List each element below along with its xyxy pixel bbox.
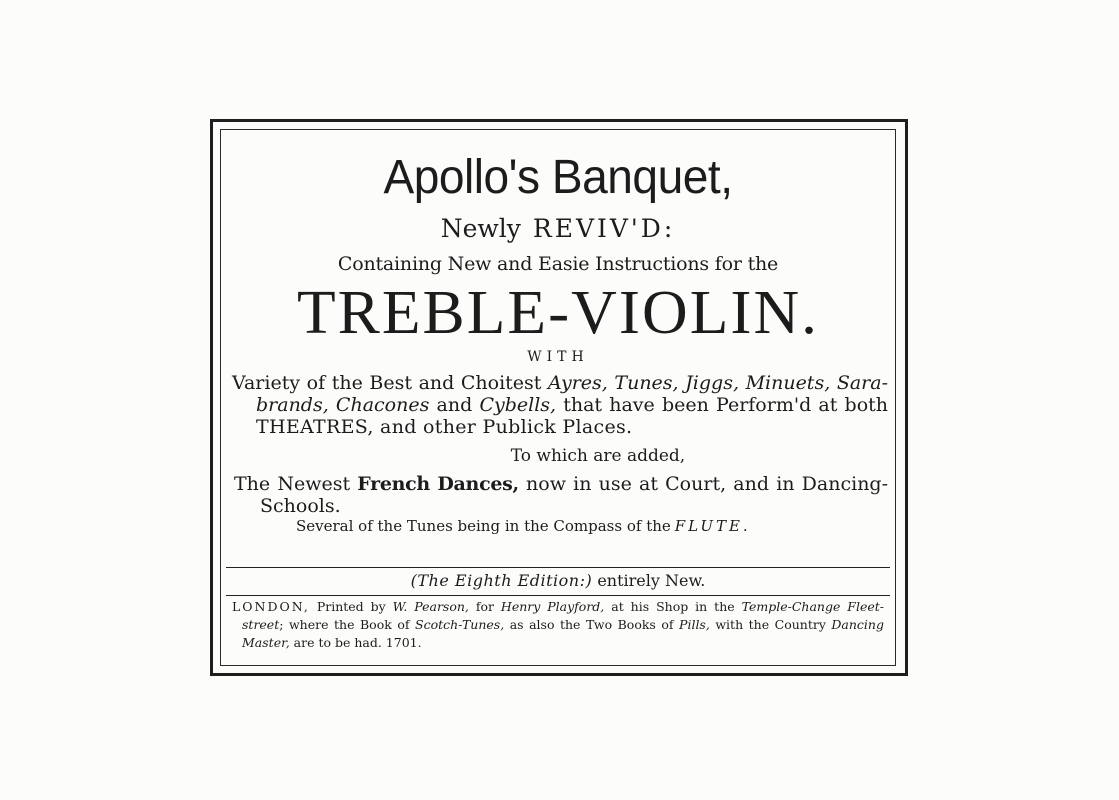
variety-line-2: [232, 394, 888, 416]
newest-line-1: [234, 473, 888, 495]
subtitle: [226, 216, 890, 241]
newest-text: now in use at Court, and in Dancing-: [518, 473, 889, 495]
instruction-line: Containing New and Easie Instructions for the: [337, 253, 779, 275]
variety-line-1: [232, 372, 888, 394]
edition-text: entirely New.: [592, 571, 706, 590]
newest-paragraph: [226, 473, 890, 517]
imprint-text: for: [468, 599, 501, 614]
subtitle-caps: REVIV'D:: [532, 214, 676, 243]
newest-blackletter: French Dances,: [357, 473, 519, 495]
imprint-text: are to be had. 1701.: [289, 635, 422, 650]
imprint-italic: Temple-Change Fleet-: [741, 599, 885, 614]
flute-word: FLUTE.: [674, 517, 751, 535]
variety-text: that have been Perform'd at both: [556, 394, 889, 416]
book-title: Apollo's Banquet,: [383, 151, 733, 204]
newest-text: The Newest: [234, 473, 358, 495]
imprint-text: with the Country: [709, 617, 832, 632]
imprint-italic: Pills,: [679, 617, 710, 632]
variety-paragraph: [226, 372, 890, 438]
edition-italic: (The Eighth Edition:): [410, 571, 593, 590]
imprint-line-2: [232, 616, 884, 634]
variety-text: Variety of the Best and Choitest: [232, 372, 549, 394]
imprint-italic: Scotch-Tunes,: [415, 617, 505, 632]
variety-italic: brands, Chacones: [256, 394, 430, 416]
imprint-london: LONDON,: [232, 599, 310, 614]
imprint-text: Printed by: [309, 599, 393, 614]
imprint-text: as also the Two Books of: [504, 617, 680, 632]
imprint: [232, 598, 884, 652]
variety-italic: Cybells,: [479, 394, 557, 416]
imprint-italic: Dancing: [831, 617, 884, 632]
imprint-italic: W. Pearson,: [392, 599, 469, 614]
variety-text: and: [429, 394, 480, 416]
imprint-italic: Master,: [242, 635, 290, 650]
divider-rule: [226, 595, 890, 596]
divider-rule: [226, 567, 890, 568]
variety-italic: Ayres, Tunes, Jiggs, Minuets, Sara-: [548, 372, 888, 394]
added-line: To which are added,: [510, 446, 686, 466]
imprint-text: at his Shop in the: [604, 599, 742, 614]
flute-note: [226, 519, 890, 534]
imprint-line-1: [232, 598, 884, 616]
variety-line-3: THEATRES, and other Publick Places.: [256, 416, 633, 438]
imprint-text: ; where the Book of: [279, 617, 415, 632]
flute-note-text: Several of the Tunes being in the Compass of the: [296, 517, 671, 535]
imprint-italic: street: [242, 617, 280, 632]
main-title: TREBLE-VIOLIN.: [296, 279, 820, 347]
newest-line-2: Schools.: [260, 495, 341, 517]
imprint-italic: Henry Playford,: [500, 599, 605, 614]
edition-line: [226, 570, 890, 592]
with-word: WITH: [527, 349, 589, 365]
subtitle-prefix: Newly: [440, 214, 521, 243]
imprint-line-3: [232, 634, 884, 652]
